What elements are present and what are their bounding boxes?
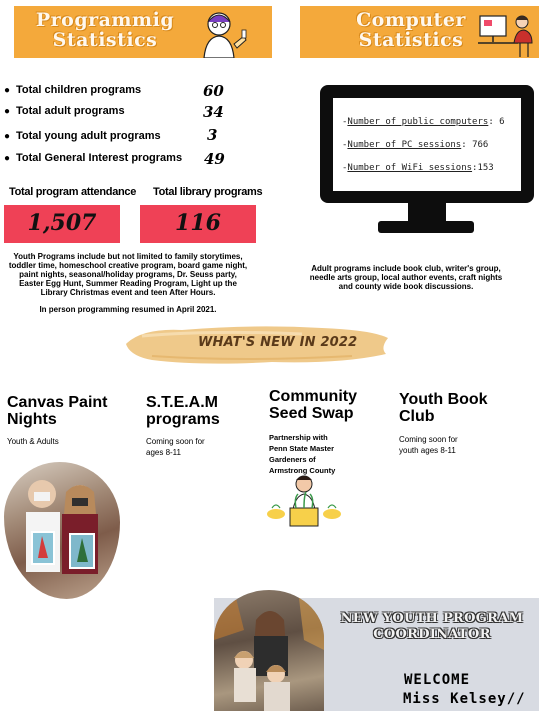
feature-title-seed-swap: Community Seed Swap bbox=[269, 388, 357, 422]
feature-subtitle-seed-swap: Partnership with Penn State Master Gardeners of Armstrong County bbox=[269, 433, 336, 475]
pc-stat-label: Number of public computers bbox=[347, 117, 489, 127]
welcome-text: WELCOME bbox=[404, 672, 471, 688]
computer-statistics-title: Computer Statistics bbox=[356, 9, 466, 51]
pc-stat-value: 6 bbox=[499, 117, 505, 127]
stat-label: Total young adult programs bbox=[16, 130, 161, 142]
feature-title-youth-book-club: Youth Book Club bbox=[399, 391, 488, 425]
bullet-icon: ● bbox=[4, 131, 11, 142]
computer-statistics-banner bbox=[300, 6, 539, 58]
youth-programs-note: Youth Programs include but not limited to family storytimes, toddler time, homeschool creative program, board game night, paint nights, seasonal/holiday programs, Dr. Seuss party, Easter Egg Hunt, Summer Reading Program, Light up the Library Christmas event and teen After Hours. bbox=[8, 252, 248, 297]
pc-stat-value: 153 bbox=[477, 163, 494, 173]
attendance-value: 1,507 bbox=[27, 210, 97, 236]
coordinator-title: NEW YOUTH PROGRAM COORDINATOR bbox=[340, 611, 524, 642]
coordinator-photo bbox=[214, 590, 324, 711]
feature-title-canvas-paint: Canvas Paint Nights bbox=[7, 394, 108, 428]
gardener-illustration bbox=[266, 468, 342, 532]
stat-value-children: 60 bbox=[203, 82, 224, 100]
dash-icon: - bbox=[342, 117, 348, 127]
dash-icon: - bbox=[342, 163, 348, 173]
stat-label: Total General Interest programs bbox=[16, 152, 183, 164]
monitor-stand bbox=[408, 203, 446, 223]
feature-title-steam: S.T.E.A.M programs bbox=[146, 394, 220, 428]
pc-stat-wifi-sessions bbox=[342, 163, 494, 173]
bullet-icon: ● bbox=[4, 106, 11, 117]
stat-value-general-interest: 49 bbox=[204, 150, 225, 168]
resumed-note: In person programming resumed in April 2021. bbox=[39, 305, 217, 314]
programming-statistics-banner bbox=[14, 6, 272, 58]
pc-stat-label: Number of PC sessions bbox=[347, 140, 462, 150]
paint-night-photo-art bbox=[4, 462, 120, 599]
library-programs-value: 116 bbox=[175, 210, 221, 236]
pc-stat-pc-sessions bbox=[342, 140, 488, 150]
computer-user-illustration bbox=[478, 8, 538, 58]
pc-stat-sep: : bbox=[461, 140, 473, 150]
pc-stat-sep: : bbox=[488, 117, 500, 127]
feature-subtitle-steam: Coming soon for ages 8-11 bbox=[146, 437, 205, 457]
library-programs-box bbox=[140, 205, 256, 243]
pc-stat-value: 766 bbox=[472, 140, 489, 150]
stat-value-adult: 34 bbox=[203, 103, 224, 121]
library-programs-label: Total library programs bbox=[153, 186, 263, 198]
pc-stat-label: Number of WiFi sessions bbox=[347, 163, 473, 173]
dash-icon: - bbox=[342, 140, 348, 150]
attendance-box bbox=[4, 205, 120, 243]
pc-stat-sep: : bbox=[472, 163, 478, 173]
bullet-icon: ● bbox=[4, 153, 11, 164]
feature-subtitle-youth-book-club: Coming soon for youth ages 8-11 bbox=[399, 435, 458, 455]
stat-label: Total children programs bbox=[16, 84, 142, 96]
coordinator-photo-art bbox=[214, 590, 324, 711]
pc-stat-public-computers bbox=[342, 117, 505, 127]
coordinator-name: Miss Kelsey// bbox=[403, 691, 526, 707]
stat-value-young-adult: 3 bbox=[207, 126, 218, 144]
feature-subtitle-canvas-paint: Youth & Adults bbox=[7, 437, 59, 446]
adult-programs-note: Adult programs include book club, writer's group, needle arts group, local author events, craft nights and county wide book discussions. bbox=[309, 264, 503, 291]
whats-new-heading: WHAT'S NEW IN 2022 bbox=[198, 335, 358, 350]
scientist-illustration bbox=[192, 8, 252, 58]
monitor-base bbox=[378, 221, 474, 233]
stat-label: Total adult programs bbox=[16, 105, 125, 117]
paint-night-photo bbox=[4, 462, 120, 599]
attendance-label: Total program attendance bbox=[9, 186, 137, 198]
bullet-icon: ● bbox=[4, 85, 11, 96]
programming-statistics-title: Programmig Statistics bbox=[35, 9, 175, 51]
